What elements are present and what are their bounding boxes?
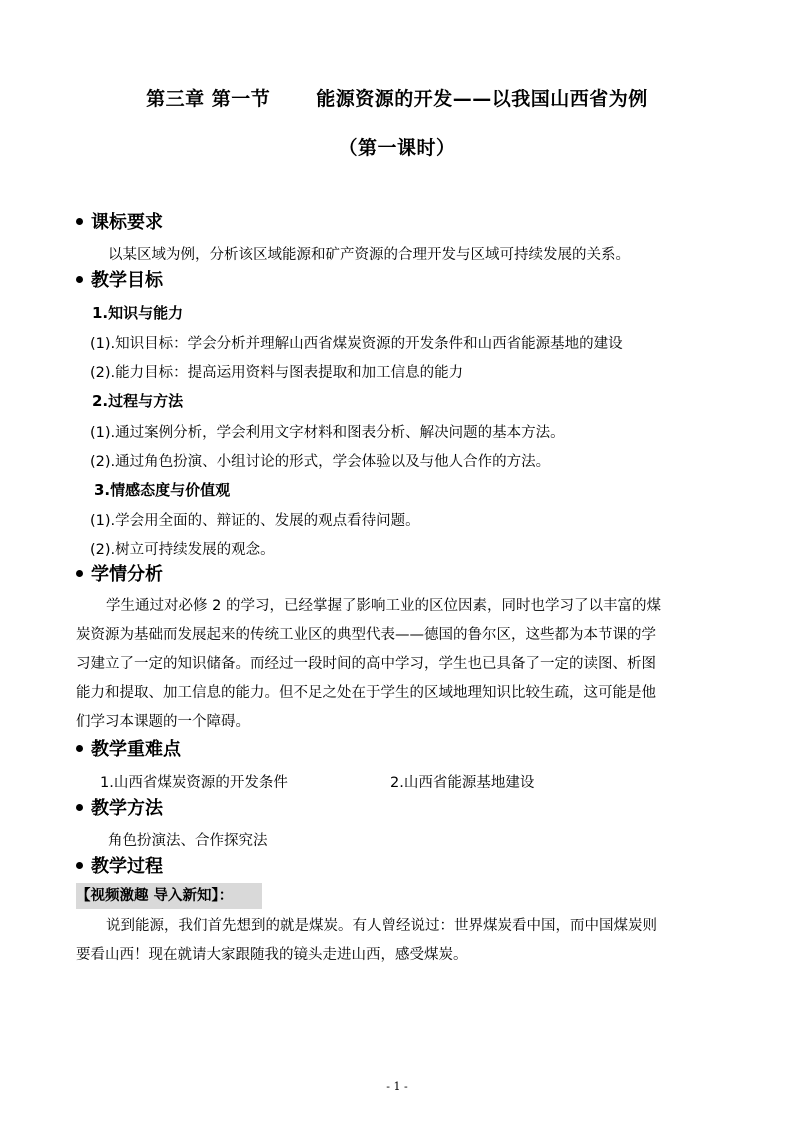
page-number: - 1 -	[386, 1080, 408, 1093]
process-step-label: 【视频激趣 导入新知】：	[76, 883, 262, 909]
subheading-process: 2.过程与方法	[92, 392, 184, 410]
goal-line: (1).学会用全面的、辩证的、发展的观点看待问题。	[90, 513, 420, 529]
bullet-icon	[76, 570, 83, 577]
goal-line: (1).知识目标：学会分析并理解山西省煤炭资源的开发条件和山西省能源基地的建设	[90, 336, 623, 352]
section-heading-guocheng: 教学过程	[76, 856, 163, 878]
lesson-title: 能源资源的开发——以我国山西省为例	[316, 88, 648, 110]
key-point-1: 1.山西省煤炭资源的开发条件	[100, 775, 288, 791]
section-heading-xueqing: 学情分析	[76, 564, 163, 586]
section-heading-zhongnan: 教学重难点	[76, 739, 181, 761]
goal-line: (2).能力目标：提高运用资料与图表提取和加工信息的能力	[90, 365, 464, 381]
bullet-icon	[76, 804, 83, 811]
lesson-period: （第一课时）	[338, 137, 456, 159]
section-heading-mubiao: 教学目标	[76, 270, 163, 292]
chapter-label: 第三章 第一节	[146, 88, 271, 110]
subheading-knowledge: 1.知识与能力	[92, 304, 184, 322]
bullet-icon	[76, 276, 83, 283]
goal-line: (2).通过角色扮演、小组讨论的形式，学会体验以及与他人合作的方法。	[90, 454, 551, 470]
kebiao-text: 以某区域为例，分析该区域能源和矿产资源的合理开发与区域可持续发展的关系。	[108, 247, 630, 263]
subheading-attitude: 3.情感态度与价值观	[94, 481, 231, 499]
section-heading-fangfa: 教学方法	[76, 798, 163, 820]
bullet-icon	[76, 218, 83, 225]
goal-line: (2).树立可持续发展的观念。	[90, 542, 275, 558]
process-paragraph: 说到能源，我们首先想到的就是煤炭。有人曾经说过：世界煤炭看中国，而中国煤炭则 要看山西！现在就请大家跟随我的镜头走进山西，感受煤炭。	[76, 918, 657, 963]
section-heading-kebiao: 课标要求	[76, 212, 163, 234]
xueqing-paragraph: 学生通过对必修 2 的学习，已经掌握了影响工业的区位因素，同时也学习了以丰富的煤 炭资源为基础而发展起来的传统工业区的典型代表——德国的鲁尔区，这些都为本节课的学 习建立了一定的知识储备。而经过一段时间的高中学习，学生也已具备了一定的读图、析图 能力和提取、加工信息的能力。但不足之处在于学生的区域地理知识比较生疏，这可能是他 们学习本课题的一个障碍。	[76, 598, 661, 730]
bullet-icon	[76, 862, 83, 869]
method-text: 角色扮演法、合作探究法	[108, 833, 268, 849]
bullet-icon	[76, 745, 83, 752]
document-title	[0, 84, 794, 111]
key-point-2: 2.山西省能源基地建设	[390, 775, 535, 791]
goal-line: (1).通过案例分析，学会利用文字材料和图表分析、解决问题的基本方法。	[90, 425, 565, 441]
